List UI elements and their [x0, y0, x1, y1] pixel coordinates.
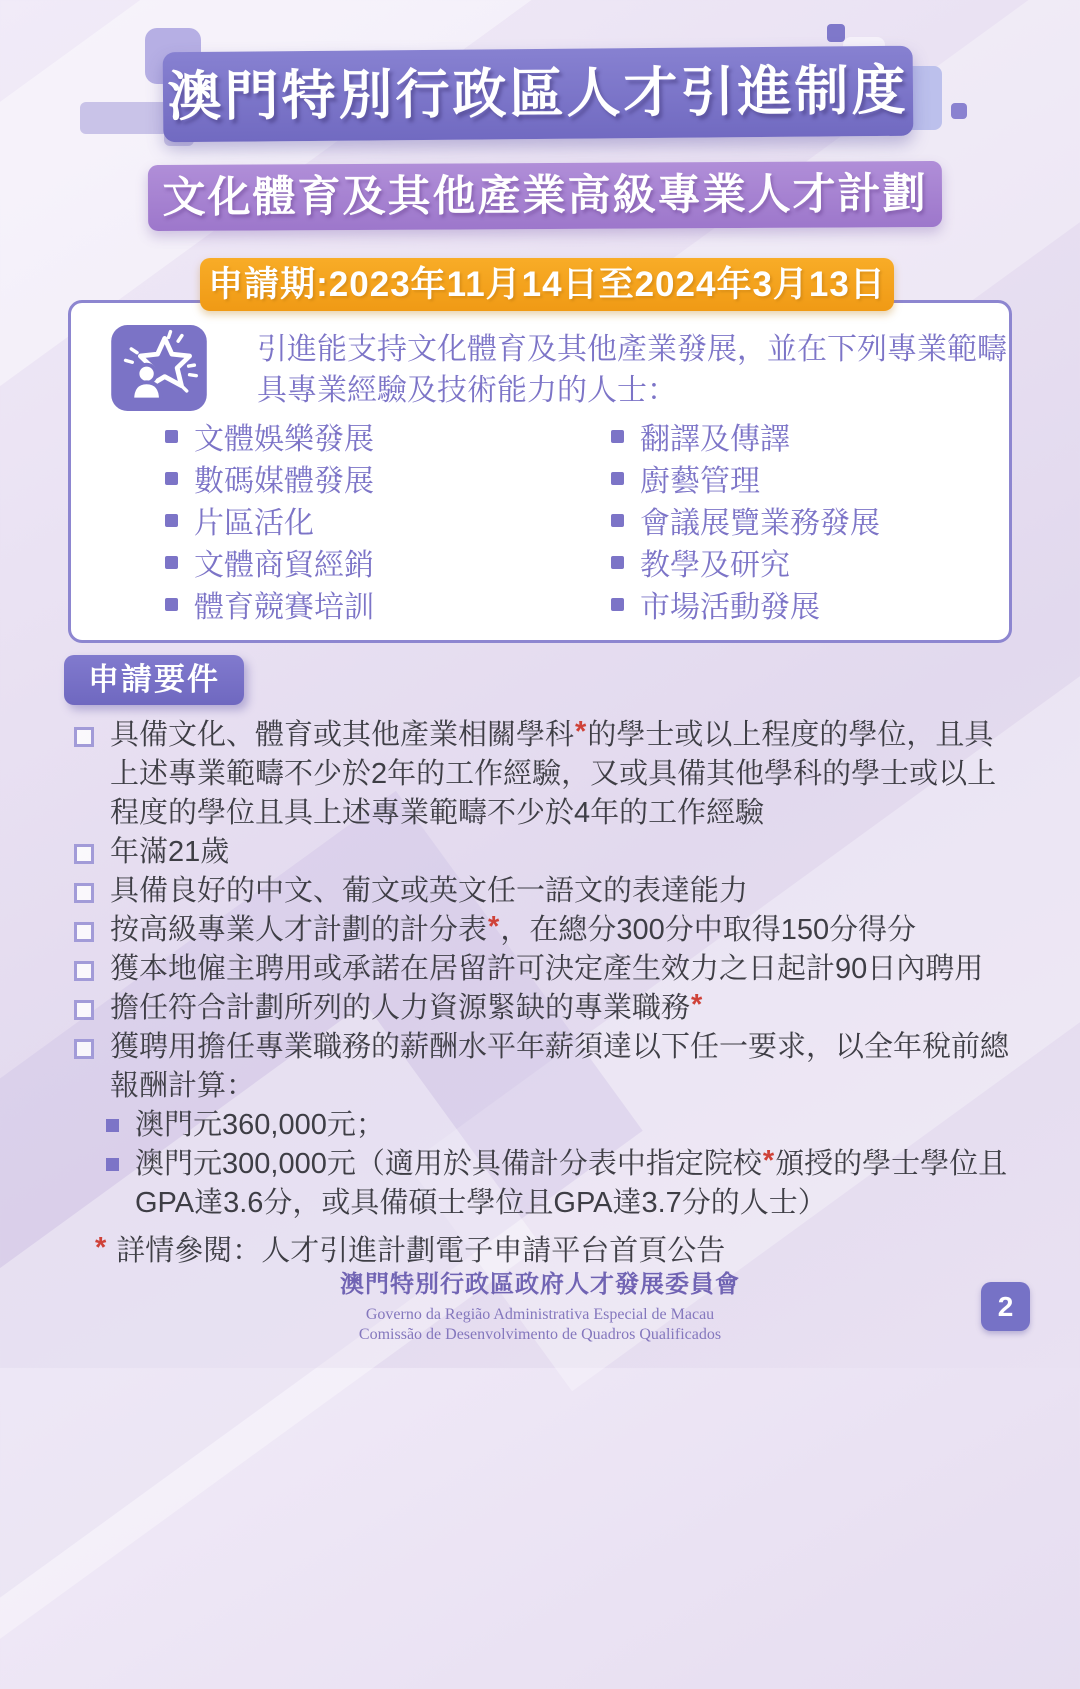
salary-option-text: 澳門元360,000元； [135, 1109, 385, 1141]
checkbox-bullet-icon [74, 727, 94, 747]
field-label: 翻譯及傳譯 [640, 423, 790, 456]
footer-org-portuguese-2: Comissão de Desenvolvimento de Quadros Qualificados [358, 1326, 722, 1343]
requirement-item [72, 716, 1020, 833]
requirement-item [72, 911, 1020, 950]
checkbox-bullet-icon [74, 844, 94, 864]
footnote-text: 詳情參閱：人才引進計劃電子申請平台首頁公告 [116, 1235, 726, 1267]
requirement-text: 獲聘用擔任專業職務的薪酬水平年薪須達以下任一要求，以全年稅前總報酬計算： [110, 1031, 1010, 1102]
field-label: 文體娛樂發展 [194, 423, 374, 456]
footer [0, 1264, 1080, 1345]
field-label: 會議展覽業務發展 [640, 507, 880, 540]
intro-line2: 具專業經驗及技術能力的人士： [257, 374, 677, 407]
footnote-asterisk: * [95, 1231, 107, 1264]
inline-asterisk: * [691, 988, 703, 1021]
field-item [611, 457, 985, 499]
field-label: 教學及研究 [640, 549, 790, 582]
inline-asterisk: * [762, 1144, 775, 1177]
square-bullet-icon [165, 472, 178, 485]
fields-column-left [165, 415, 611, 625]
field-label: 廚藝管理 [640, 465, 760, 498]
field-item [165, 541, 611, 583]
requirement-item [72, 1028, 1020, 1106]
field-item [165, 499, 611, 541]
application-period-banner: 申請期:2023年11月14日至2024年3月13日 [200, 258, 894, 311]
requirement-text: 獲本地僱主聘用或承諾在居留許可決定產生效力之日起計90日內聘用 [110, 953, 984, 985]
field-label: 數碼媒體發展 [194, 465, 374, 498]
requirement-item [72, 833, 1020, 872]
field-item [611, 541, 985, 583]
inline-asterisk: * [488, 910, 500, 943]
page-number-badge: 2 [981, 1282, 1030, 1331]
deco-square [827, 24, 845, 42]
field-item [165, 457, 611, 499]
footnote [94, 1228, 725, 1269]
square-bullet-icon [611, 556, 624, 569]
intro-text [257, 329, 1027, 411]
checkbox-bullet-icon [74, 883, 94, 903]
professional-fields-list [165, 415, 985, 625]
field-item [165, 583, 611, 625]
deco-rect [80, 102, 172, 134]
salary-option-text: 澳門元300,000元（適用於具備計分表中指定院校*頒授的學士學位且GPA達3.6分，或具備碩士學位且GPA達3.7分的人士） [135, 1144, 1008, 1219]
field-item [611, 583, 985, 625]
square-bullet-icon [611, 514, 624, 527]
field-item [165, 415, 611, 457]
intro-line1: 引進能支持文化體育及其他產業發展，並在下列專業範疇 [257, 333, 1007, 366]
professional-fields-box [68, 300, 1012, 643]
requirement-text: 具備良好的中文、葡文或英文任一語文的表達能力 [110, 875, 749, 907]
field-item [611, 499, 985, 541]
square-bullet-icon [165, 556, 178, 569]
footer-org-portuguese-1: Governo da Região Administrativa Especial de Macau [365, 1306, 715, 1323]
page-title: 澳門特別行政區人才引進制度 [163, 46, 914, 143]
program-subtitle: 文化體育及其他產業高級專業人才計劃 [148, 161, 942, 231]
field-label: 文體商貿經銷 [194, 549, 374, 582]
star-talent-icon [111, 325, 207, 411]
requirement-text: 年滿21歲 [110, 836, 230, 868]
checkbox-bullet-icon [74, 961, 94, 981]
requirement-text: 擔任符合計劃所列的人力資源緊缺的專業職務* [110, 988, 703, 1024]
requirement-text: 按高級專業人才計劃的計分表*，在總分300分中取得150分得分 [110, 910, 917, 946]
deco-square [951, 103, 967, 119]
footer-org-chinese: 澳門特別行政區政府人才發展委員會 [340, 1271, 740, 1298]
requirement-item [72, 950, 1020, 989]
square-bullet-icon [106, 1158, 119, 1171]
field-item [611, 415, 985, 457]
square-bullet-icon [611, 598, 624, 611]
square-bullet-icon [611, 430, 624, 443]
fields-column-right [611, 415, 985, 625]
checkbox-bullet-icon [74, 1000, 94, 1020]
square-bullet-icon [106, 1119, 119, 1132]
square-bullet-icon [165, 598, 178, 611]
requirement-item [72, 872, 1020, 911]
field-label: 體育競賽培訓 [194, 591, 374, 624]
checkbox-bullet-icon [74, 922, 94, 942]
salary-option-item [106, 1145, 1020, 1223]
inline-asterisk: * [575, 715, 587, 748]
requirement-text: 具備文化、體育或其他產業相關學科*的學士或以上程度的學位，且具上述專業範疇不少於2年的工作經驗，又或具備其他學科的學士或以上程度的學位且具上述專業範疇不少於4年的工作經驗 [110, 715, 997, 829]
requirements-heading: 申請要件 [64, 655, 244, 705]
requirements-list [72, 716, 1020, 1223]
field-label: 市場活動發展 [640, 591, 820, 624]
checkbox-bullet-icon [74, 1039, 94, 1059]
square-bullet-icon [611, 472, 624, 485]
square-bullet-icon [165, 430, 178, 443]
field-label: 片區活化 [194, 507, 314, 540]
requirement-item [72, 989, 1020, 1028]
salary-option-item [106, 1106, 1020, 1145]
square-bullet-icon [165, 514, 178, 527]
